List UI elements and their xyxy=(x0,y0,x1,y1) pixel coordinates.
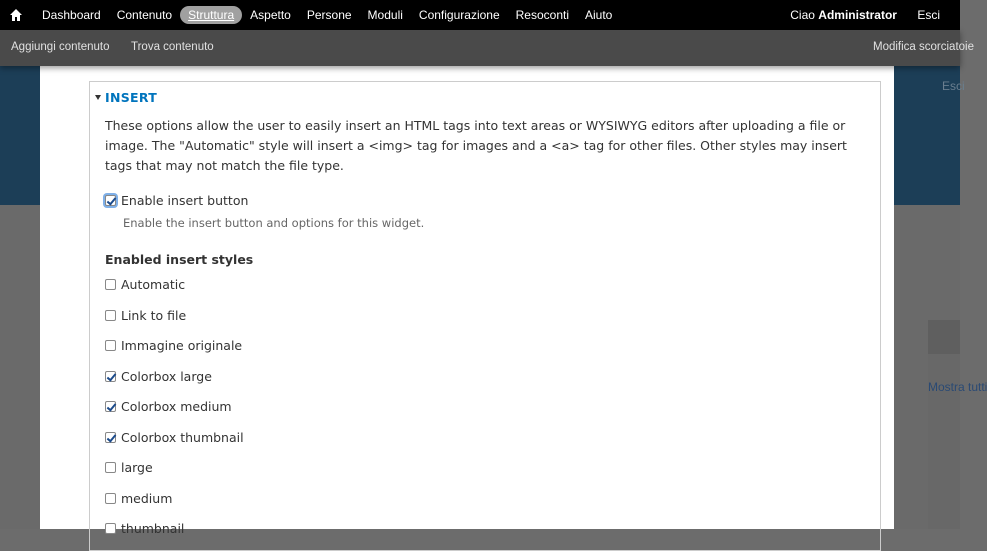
user-name-link[interactable]: Administrator xyxy=(818,8,897,22)
enable-insert-label: Enable insert button xyxy=(121,193,249,208)
style-checkbox[interactable] xyxy=(105,371,116,382)
style-label: Immagine originale xyxy=(121,338,243,353)
style-checkbox[interactable] xyxy=(105,340,116,351)
menu-item-dashboard[interactable]: Dashboard xyxy=(42,8,101,22)
style-label: large xyxy=(121,460,153,475)
style-checkbox[interactable] xyxy=(105,493,116,504)
style-option-automatic[interactable] xyxy=(105,277,185,292)
style-option-thumbnail[interactable] xyxy=(105,521,184,536)
enable-insert-description: Enable the insert button and options for this widget. xyxy=(123,216,425,230)
style-label: medium xyxy=(121,491,173,506)
overlay-dialog xyxy=(40,66,894,536)
background-link: Mostra tutti xyxy=(928,380,987,394)
style-checkbox[interactable] xyxy=(105,523,116,534)
menu-item-modules[interactable]: Moduli xyxy=(367,8,403,22)
style-option-link-to-file[interactable] xyxy=(105,308,186,323)
home-icon[interactable] xyxy=(9,8,23,22)
insert-legend-label: INSERT xyxy=(105,90,158,105)
style-option-original-image[interactable] xyxy=(105,338,242,353)
style-checkbox[interactable] xyxy=(105,401,116,412)
style-label: thumbnail xyxy=(121,521,185,536)
insert-fieldset xyxy=(89,81,881,551)
style-checkbox[interactable] xyxy=(105,279,116,290)
insert-description: These options allow the user to easily insert an HTML tags into text areas or WYSIWYG editors after uploading a file or image. The "Automatic" style will insert a <img> tag for images and a <a> tag for other files. Other styles may insert tags that may not match the file type. xyxy=(105,118,847,173)
admin-toolbar xyxy=(0,0,960,30)
enable-insert-checkbox[interactable] xyxy=(105,195,116,206)
shortcut-find-content[interactable]: Trova contenuto xyxy=(131,41,214,53)
style-option-colorbox-medium[interactable] xyxy=(105,399,232,414)
menu-item-appearance[interactable]: Aspetto xyxy=(250,8,291,22)
menu-item-structure[interactable]: Struttura xyxy=(180,6,242,24)
style-option-large[interactable] xyxy=(105,460,153,475)
menu-item-reports[interactable]: Resoconti xyxy=(515,8,569,22)
style-option-medium[interactable] xyxy=(105,491,172,506)
background-logout-text: Esci xyxy=(942,79,965,93)
menu-item-configuration[interactable]: Configurazione xyxy=(418,8,500,22)
style-label: Colorbox large xyxy=(121,369,212,384)
menu-item-help[interactable]: Aiuto xyxy=(585,8,613,22)
style-checkbox[interactable] xyxy=(105,310,116,321)
style-label: Colorbox thumbnail xyxy=(121,430,244,445)
shortcut-add-content[interactable]: Aggiungi contenuto xyxy=(11,41,110,53)
insert-styles-title: Enabled insert styles xyxy=(105,252,254,267)
toolbar-menu xyxy=(34,0,620,30)
user-area xyxy=(790,8,940,22)
logout-link[interactable]: Esci xyxy=(917,8,940,22)
style-label: Link to file xyxy=(121,308,187,323)
edit-shortcuts-link[interactable]: Modifica scorciatoie xyxy=(873,41,974,53)
style-option-colorbox-large[interactable] xyxy=(105,369,212,384)
style-label: Automatic xyxy=(121,277,186,292)
insert-fieldset-legend[interactable] xyxy=(95,90,157,105)
enable-insert-button-option[interactable] xyxy=(105,193,248,208)
style-checkbox[interactable] xyxy=(105,462,116,473)
greeting: Ciao xyxy=(790,8,815,22)
shortcut-bar xyxy=(0,30,974,66)
background-band xyxy=(928,320,960,354)
menu-item-content[interactable]: Contenuto xyxy=(116,8,173,22)
style-checkbox[interactable] xyxy=(105,432,116,443)
menu-item-people[interactable]: Persone xyxy=(306,8,352,22)
collapse-triangle-icon xyxy=(95,95,101,100)
style-option-colorbox-thumbnail[interactable] xyxy=(105,430,244,445)
style-label: Colorbox medium xyxy=(121,399,232,414)
